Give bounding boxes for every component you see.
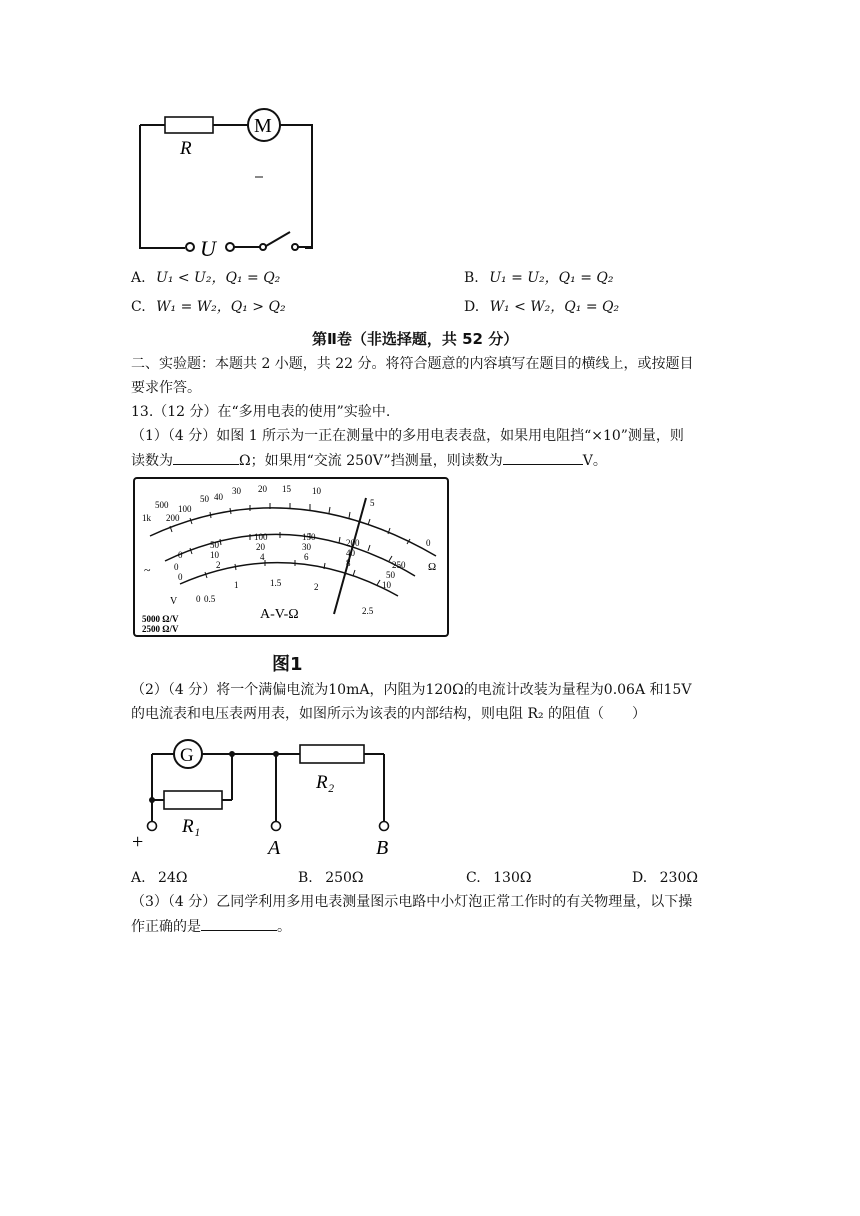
mid-scale-label: 30 bbox=[302, 542, 311, 552]
option-c[interactable]: C. W₁ = W₂，Q₁ > Q₂ bbox=[131, 299, 286, 315]
meter-center-label: A-V-Ω bbox=[260, 607, 299, 622]
circuit-diagram-2 bbox=[130, 736, 410, 862]
low-scale-label: 4 bbox=[260, 552, 265, 562]
q13-2-option-d[interactable]: D. 230Ω bbox=[632, 870, 698, 886]
ohm-scale-label: 200 bbox=[166, 513, 180, 523]
r2-label: R₂ bbox=[316, 772, 335, 793]
answer-blank-operation[interactable] bbox=[201, 916, 277, 931]
ac-scale-label: 0 bbox=[196, 594, 201, 604]
ohm-scale-label: 30 bbox=[232, 486, 241, 496]
section-intro-line-2: 要求作答。 bbox=[131, 380, 201, 396]
motor-label: M bbox=[254, 115, 272, 137]
low-scale-label: 0 bbox=[178, 572, 183, 582]
ac-scale-label: 1 bbox=[234, 580, 239, 590]
section-title: 第Ⅱ卷（非选择题，共 52 分） bbox=[312, 330, 519, 348]
mid-scale-label: 0 bbox=[174, 562, 179, 572]
question-13-1-line-1: （1）（4 分）如图 1 所示为一正在测量中的多用电表表盘，如果用电阻挡“×10”测量，则 bbox=[131, 428, 684, 444]
low-scale-label: 6 bbox=[304, 552, 309, 562]
galvanometer-label: G bbox=[180, 745, 194, 766]
low-scale-label: 2 bbox=[216, 560, 221, 570]
mid-scale-label: 20 bbox=[256, 542, 265, 552]
multimeter-dial bbox=[130, 476, 452, 640]
question-13-1-line-2: 读数为 Ω；如果用“交流 250V”挡测量，则读数为 V。 bbox=[131, 450, 607, 471]
question-13-2-line-2: 的电流表和电压表两用表，如图所示为该表的内部结构，则电阻 R₂ 的阻值（ ） bbox=[131, 706, 647, 722]
mid-scale-label: 10 bbox=[210, 550, 219, 560]
q13-2-option-c[interactable]: C. 130Ω bbox=[466, 870, 532, 886]
ohm-scale-label: 10 bbox=[312, 486, 321, 496]
terminal-a-label: A bbox=[268, 837, 281, 859]
section-intro-line-1: 二、实验题：本题共 2 小题，共 22 分。将符合题意的内容填写在题目的横线上，或按题目 bbox=[131, 356, 694, 372]
meter-spec-1: 5000 Ω/V bbox=[142, 614, 179, 624]
ohm-scale-label: 100 bbox=[178, 504, 192, 514]
mid-scale-label: 50 bbox=[386, 570, 395, 580]
ohm-scale-label: 20 bbox=[258, 484, 267, 494]
ohm-scale-label: 500 bbox=[155, 500, 169, 510]
ohm-scale-label: 40 bbox=[214, 492, 223, 502]
ac-scale-label: 2 bbox=[314, 582, 319, 592]
circuit-diagram-1 bbox=[130, 100, 330, 260]
answer-blank-ohm[interactable] bbox=[173, 450, 239, 465]
option-d[interactable]: D. W₁ < W₂，Q₁ = Q₂ bbox=[464, 299, 620, 315]
dc-scale-label: 250 bbox=[392, 560, 406, 570]
option-b[interactable]: B. U₁ = U₂，Q₁ = Q₂ bbox=[464, 270, 614, 286]
plus-terminal-label: + bbox=[132, 831, 144, 853]
ohm-scale-label: 50 bbox=[200, 494, 209, 504]
low-scale-label: 8 bbox=[346, 558, 351, 568]
question-13-stem: 13.（12 分）在“多用电表的使用”实验中. bbox=[131, 404, 391, 420]
question-13-3-line-2: 作正确的是 。 bbox=[131, 916, 291, 937]
dc-scale-label: 200 bbox=[346, 538, 360, 548]
ohm-scale-label: 5 bbox=[370, 498, 375, 508]
figure-1-caption: 图1 bbox=[272, 654, 303, 675]
r1-label: R₁ bbox=[182, 816, 201, 837]
ohm-scale-label: 1k bbox=[142, 513, 151, 523]
dc-scale-label: 150 bbox=[302, 532, 316, 542]
terminal-b-label: B bbox=[376, 837, 389, 859]
resistor-label: R bbox=[180, 138, 192, 159]
meter-spec-2: 2500 Ω/V bbox=[142, 624, 179, 634]
ac-scale-label: 1.5 bbox=[270, 578, 282, 588]
ac-mark: ~ bbox=[144, 563, 151, 577]
question-13-3-line-1: （3）（4 分）乙同学利用多用电表测量图示电路中小灯泡正常工作时的有关物理量，以下操 bbox=[131, 894, 693, 910]
source-label: U bbox=[200, 236, 216, 260]
dc-scale-label: 0 bbox=[178, 550, 183, 560]
ac-scale-label: 0.5 bbox=[204, 594, 216, 604]
volt-mark: V bbox=[170, 596, 178, 607]
dc-scale-label: 100 bbox=[254, 532, 268, 542]
ohm-scale-label: 15 bbox=[282, 484, 291, 494]
answer-blank-volt[interactable] bbox=[503, 450, 583, 465]
mid-scale-label: 40 bbox=[346, 548, 355, 558]
ohm-mark: Ω bbox=[428, 561, 437, 573]
dc-scale-label: 50 bbox=[210, 540, 219, 550]
q13-2-option-b[interactable]: B. 250Ω bbox=[298, 870, 364, 886]
question-13-2-line-1: （2）（4 分）将一个满偏电流为10mA，内阻为120Ω的电流计改装为量程为0.06A 和15V bbox=[131, 682, 692, 698]
ohm-scale-label: 0 bbox=[426, 538, 431, 548]
q13-2-option-a[interactable]: A. 24Ω bbox=[131, 870, 188, 886]
low-scale-label: 10 bbox=[382, 580, 391, 590]
option-a[interactable]: A. U₁ < U₂，Q₁ = Q₂ bbox=[131, 270, 281, 286]
ac-scale-label: 2.5 bbox=[362, 606, 374, 616]
